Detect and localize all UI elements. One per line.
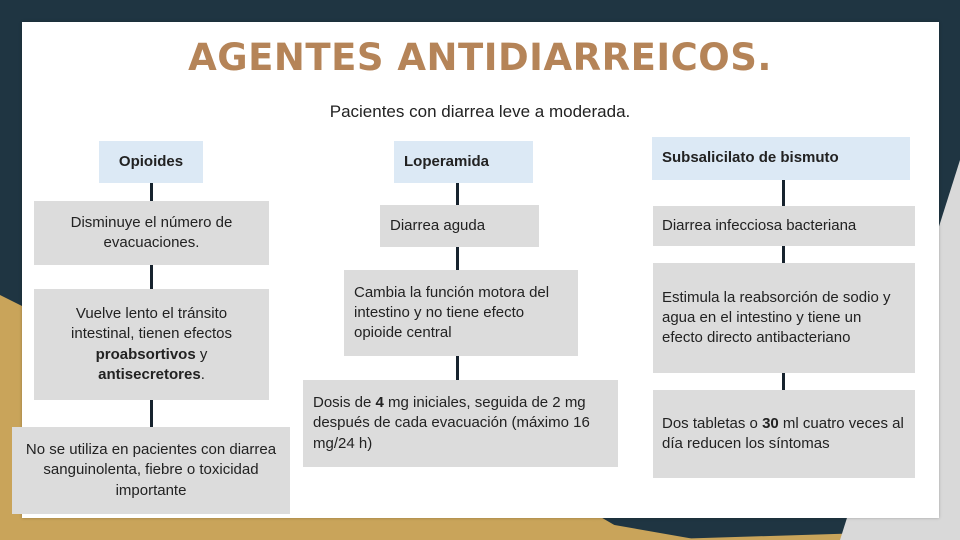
loperamida-item-1: Diarrea aguda: [380, 205, 539, 247]
opioides-item-3: No se utiliza en pacientes con diarrea sanguinolenta, fiebre o toxicidad importante: [12, 427, 290, 514]
header-loperamida: Loperamida: [394, 141, 533, 183]
header-subsalicilato: Subsalicilato de bismuto: [652, 137, 910, 180]
subsalicilato-item-1: Diarrea infecciosa bacteriana: [653, 206, 915, 246]
subsalicilato-item-2: Estimula la reabsorción de sodio y agua en el intestino y tiene un efecto directo antibacteriano: [653, 263, 915, 373]
header-opioides: Opioides: [99, 141, 203, 183]
slide-title: AGENTES ANTIDIARREICOS.: [188, 36, 772, 79]
subsalicilato-item-3: Dos tabletas o 30 ml cuatro veces al día reducen los síntomas: [653, 390, 915, 478]
opioides-item-1: Disminuye el número de evacuaciones.: [34, 201, 269, 265]
opioides-item-2: Vuelve lento el tránsito intestinal, tienen efectos proabsortivos y antisecretores.: [34, 289, 269, 400]
loperamida-item-3: Dosis de 4 mg iniciales, seguida de 2 mg después de cada evacuación (máximo 16 mg/24 h): [303, 380, 618, 467]
slide-subtitle: Pacientes con diarrea leve a moderada.: [329, 102, 631, 121]
loperamida-item-2: Cambia la función motora del intestino y no tiene efecto opioide central: [344, 270, 578, 356]
